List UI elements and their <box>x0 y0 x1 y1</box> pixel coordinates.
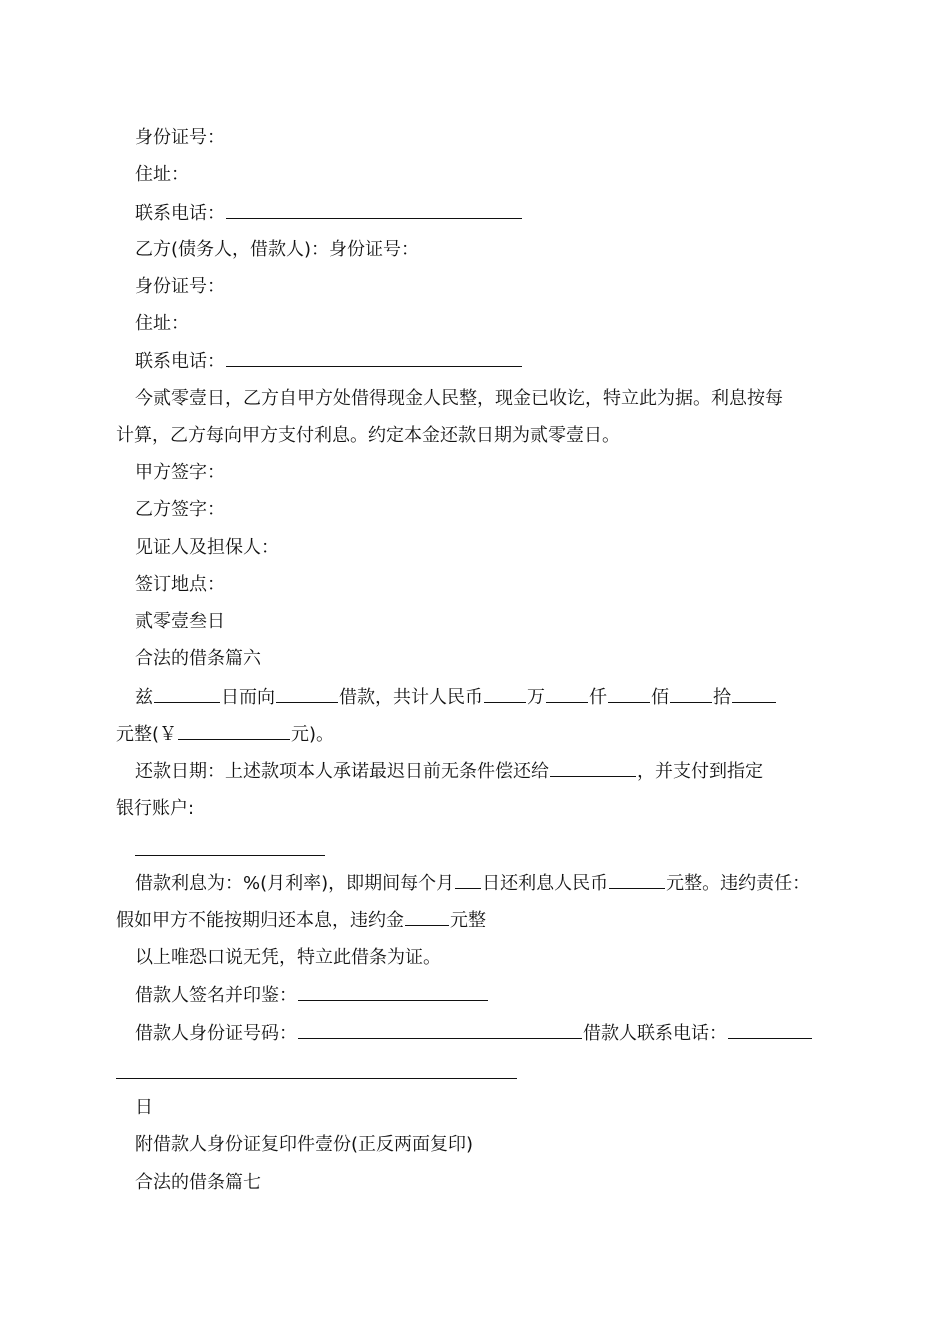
text-repayment-date: 还款日期：上述款项本人承诺最迟日前无条件偿还给 <box>135 761 549 782</box>
blank-lender <box>276 684 338 703</box>
party-a-signature: 甲方签字： <box>135 462 225 483</box>
borrower-id-phone-line <box>135 1020 813 1046</box>
amount-figures-line <box>116 721 334 747</box>
blank-bai <box>608 684 650 703</box>
party-b-heading: 乙方(债务人，借款人)：身份证号： <box>135 239 420 260</box>
phone-blank <box>226 200 522 219</box>
borrower-phone-label: 借款人联系电话： <box>583 1023 727 1044</box>
attachment-note: 附借款人身份证复印件壹份(正反两面复印) <box>135 1134 474 1155</box>
blank-amount-figures <box>178 721 290 740</box>
address-label: 住址： <box>135 164 189 185</box>
text-pay-to-account: ，并支付到指定 <box>637 761 763 782</box>
borrower-signature-line <box>135 982 489 1008</box>
signing-date: 贰零壹叁日 <box>135 611 225 632</box>
phone-line-b <box>135 348 523 374</box>
interest-line <box>135 870 810 896</box>
loan-statement-cont: 计算，乙方每向甲方支付利息。约定本金还款日期为贰零壹日。 <box>116 425 620 446</box>
text-wan: 万 <box>527 687 545 708</box>
blank-interest-amount <box>609 870 665 889</box>
blank-qian <box>546 684 588 703</box>
date-label: 日 <box>135 1097 153 1118</box>
repayment-date-line <box>135 758 763 784</box>
blank-penalty <box>405 907 449 926</box>
loan-amount-line <box>135 684 777 710</box>
signing-place: 签订地点： <box>135 574 225 595</box>
section-heading-six: 合法的借条篇六 <box>135 648 261 669</box>
text-bai: 佰 <box>651 687 669 708</box>
id-number-label: 身份证号： <box>135 127 225 148</box>
blank-borrower-id <box>298 1020 582 1039</box>
blank-repay-to <box>550 758 636 777</box>
text-borrow-from: 日而向 <box>221 687 275 708</box>
text-breach: 元整。违约责任： <box>666 873 811 894</box>
text-zi: 兹 <box>135 687 153 708</box>
text-interest-rate: 借款利息为：%(月利率)，即期间每个月 <box>135 873 455 894</box>
phone-label-b: 联系电话： <box>135 351 225 372</box>
text-total-rmb: 借款，共计人民币 <box>339 687 483 708</box>
blank-wan <box>484 684 526 703</box>
party-b-signature: 乙方签字： <box>135 499 225 520</box>
blank-borrower-phone <box>728 1020 812 1039</box>
closing-statement: 以上唯恐口说无凭，特立此借条为证。 <box>135 947 441 968</box>
borrower-id-label: 借款人身份证号码： <box>135 1023 297 1044</box>
penalty-line <box>116 907 486 933</box>
phone-blank-b <box>226 348 522 367</box>
text-shi: 拾 <box>713 687 731 708</box>
loan-statement: 今贰零壹日，乙方自甲方处借得现金人民整，现金已收讫，特立此为据。利息按每 <box>135 388 783 409</box>
phone-label: 联系电话： <box>135 203 225 224</box>
text-interest-rmb: 日还利息人民币 <box>482 873 609 894</box>
id-number-label-b: 身份证号： <box>135 276 225 297</box>
blank-date <box>154 684 220 703</box>
blank-yuan <box>732 684 776 703</box>
bank-account-blank <box>135 855 325 856</box>
witness-guarantor: 见证人及担保人： <box>135 537 279 558</box>
bank-account-label: 银行账户: <box>116 798 195 819</box>
phone-line <box>135 200 523 226</box>
text-yuan-close: 元)。 <box>291 724 335 745</box>
phone-continuation-blank <box>116 1078 517 1079</box>
section-heading-seven: 合法的借条篇七 <box>135 1172 261 1193</box>
text-qian: 仟 <box>589 687 607 708</box>
text-yuan-zheng: 元整(￥ <box>116 724 178 745</box>
blank-shi <box>670 684 712 703</box>
borrower-signature-label: 借款人签名并印鉴： <box>135 985 297 1006</box>
text-yuan-zheng-2: 元整 <box>450 910 486 931</box>
address-label-b: 住址： <box>135 313 189 334</box>
text-penalty: 假如甲方不能按期归还本息，违约金 <box>116 910 404 931</box>
blank-day <box>455 870 481 889</box>
blank-signature <box>298 982 488 1001</box>
